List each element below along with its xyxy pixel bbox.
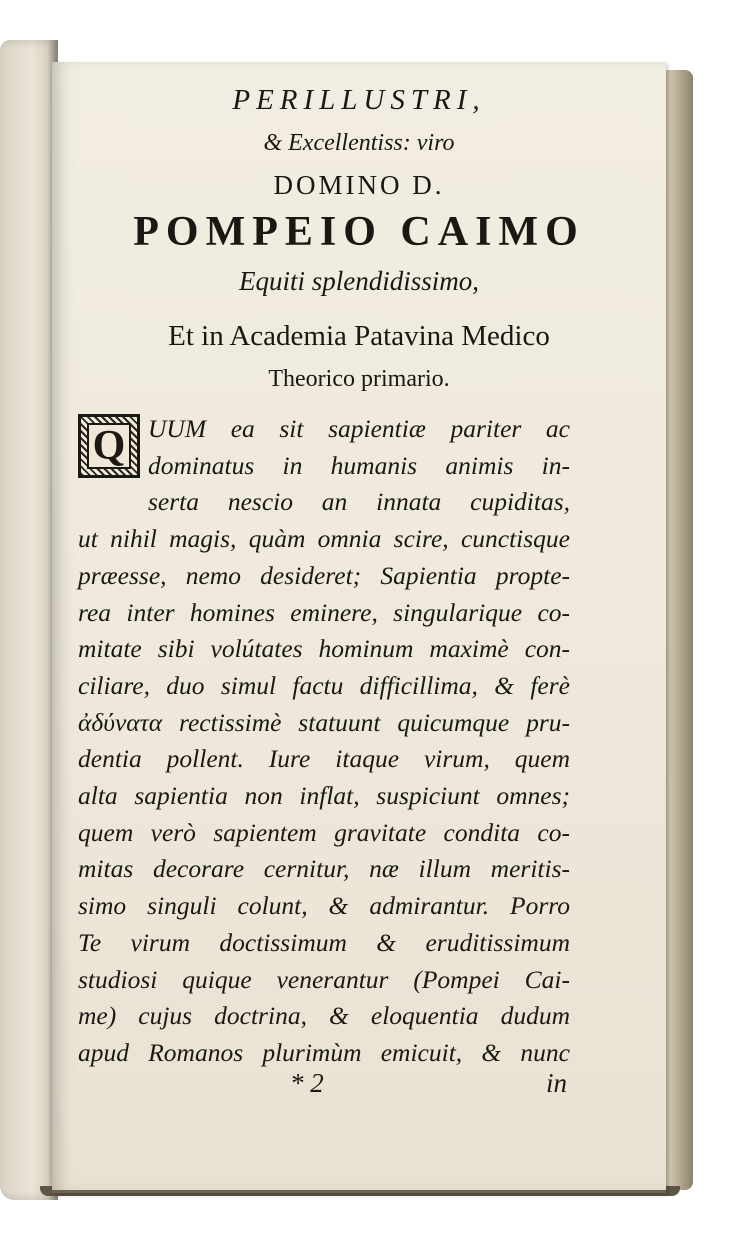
body-line: præesse, nemo desideret; Sapientia propte- xyxy=(78,560,570,590)
body-line: simo singuli colunt, & admirantur. Porro xyxy=(78,891,570,921)
body-line: mitas decorare cernitur, næ illum meritis- xyxy=(78,854,570,884)
body-line: alta sapientia non inflat, suspiciunt omnes; xyxy=(78,781,570,810)
dedication-line-1: PERILLUSTRI, xyxy=(232,84,486,116)
body-line: ciliare, duo simul factu difficillima, & ferè xyxy=(78,670,570,700)
facing-page-edge xyxy=(0,40,58,1200)
dedication-line-5: Equiti splendidissimo, xyxy=(238,266,479,296)
body-line: mitate sibi volútates hominum maximè con- xyxy=(78,634,570,664)
signature-mark: * 2 xyxy=(290,1068,324,1098)
body-line: ἀδύνατα rectissimè statuunt quicumque pru- xyxy=(78,707,570,737)
body-line: serta nescio an innata cupiditas, xyxy=(148,487,570,517)
body-line: quem verò sapientem gravitate condita co- xyxy=(78,817,570,847)
body-line: ut nihil magis, quàm omnia scire, cunctisque xyxy=(78,524,570,554)
body-line: dentia pollent. Iure itaque virum, quem xyxy=(78,744,570,774)
body-line: studiosi quique venerantur (Pompei Cai- xyxy=(78,964,570,994)
body-line: rea inter homines eminere, singularique co- xyxy=(78,597,570,627)
dedication-line-2: & Excellentiss: viro xyxy=(263,130,455,156)
body-line: apud Romanos plurimùm emicuit, & nunc xyxy=(78,1037,570,1067)
body-line: Te virum doctissimum & eruditissimum xyxy=(78,927,570,957)
dedication-line-7: Theorico primario. xyxy=(268,366,450,392)
body-line: UUM ea sit sapientiæ pariter ac xyxy=(148,414,570,443)
dedication-line-6: Et in Academia Patavina Medico xyxy=(168,320,550,352)
body-line: me) cujus doctrina, & eloquentia dudum xyxy=(78,1001,570,1031)
dedication-line-3: DOMINO D. xyxy=(273,170,445,200)
catchword: in xyxy=(546,1068,568,1098)
body-line: dominatus in humanis animis in- xyxy=(148,450,570,480)
decorated-initial xyxy=(78,414,140,478)
dedicatee-name: POMPEIO CAIMO xyxy=(133,209,585,255)
decorated-initial-letter: Q xyxy=(87,423,131,469)
